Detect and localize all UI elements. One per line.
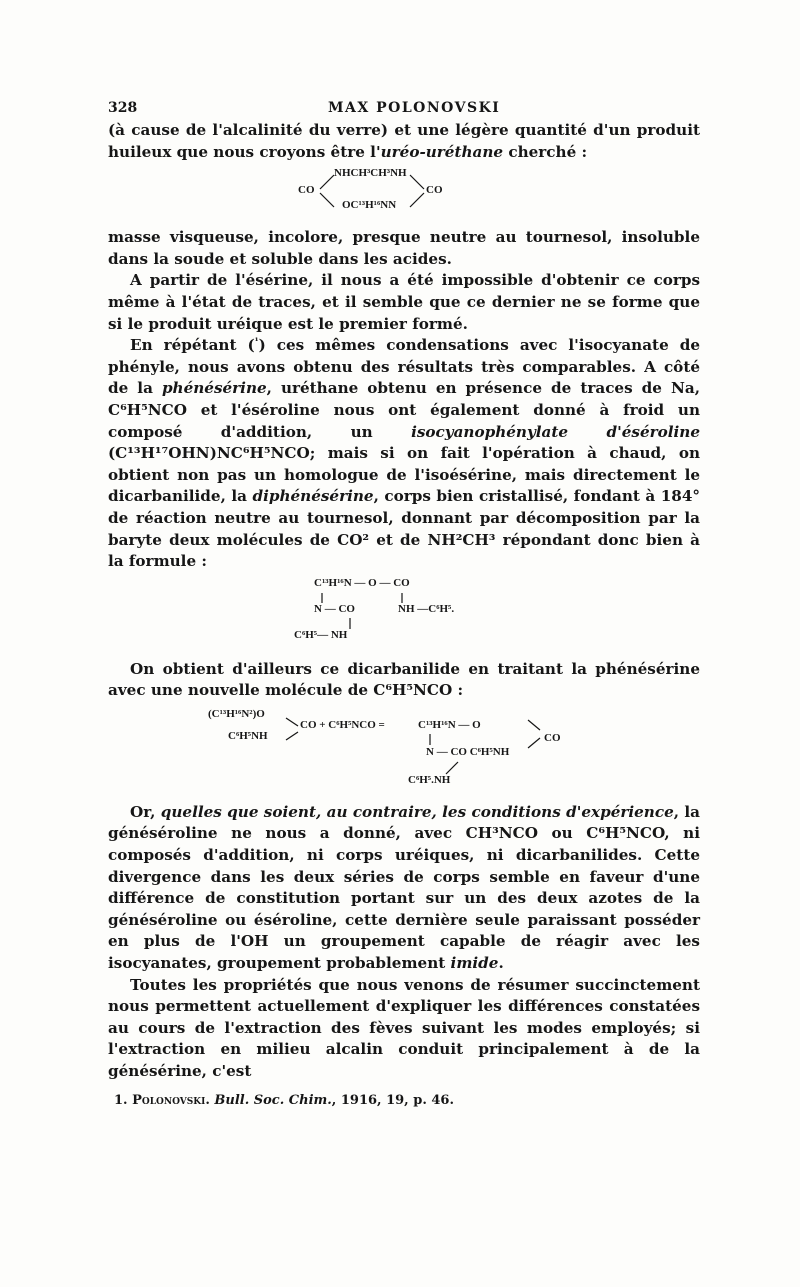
formula-left: CO: [298, 184, 315, 197]
formula-2-row2a: N — CO: [314, 602, 355, 615]
running-title: MAX POLONOVSKI: [328, 100, 501, 116]
formula-diphenserine: [108, 573, 700, 659]
formula-bottom: OC¹³H¹⁶NN: [342, 199, 397, 212]
formula-2-row2b: NH —C⁶H⁵.: [398, 602, 455, 615]
footnote-author: Polonovski.: [132, 1092, 210, 1108]
formula-top: NHCH³CH³NH: [334, 167, 407, 180]
paragraph-7: Toutes les propriétés que nous venons de résumer succinctement nous permettent actuellement d'expliquer les différences constatées au cours de l'extraction des fèves suivant les modes employés; si l'extraction en milieu alcalin conduit principalement à de la génésérine, c'est: [108, 975, 700, 1080]
page: [108, 96, 700, 1108]
formula-2-row1: C¹³H¹⁶N — O — CO: [314, 576, 410, 589]
formula-3-l2: C⁶H⁵NH: [228, 729, 268, 742]
footnote: 1. Polonovski. Bull. Soc. Chim., 1916, 19, p. 46.: [114, 1092, 454, 1108]
formula-ureo-urethane: [108, 163, 700, 227]
page-number: 328: [108, 100, 138, 116]
formula-3-r2: N — CO C⁶H⁵NH: [426, 745, 510, 758]
footnote-journal: Bull. Soc. Chim.: [214, 1092, 332, 1108]
formula-3-r3: C⁶H⁵.NH: [408, 773, 451, 786]
formula-3-mid: CO + C⁶H⁵NCO =: [300, 718, 385, 731]
formula-reaction: [108, 702, 700, 802]
formula-right: CO: [426, 184, 443, 197]
running-head: [108, 96, 700, 120]
paragraph-3: A partir de l'ésérine, il nous a été impossible d'obtenir ce corps même à l'état de traces, et il semble que ce dernier ne se forme que si le produit uréique est le premier formé.: [108, 271, 700, 333]
formula-3-rco: CO: [544, 731, 561, 744]
formula-3-bonds: [108, 702, 700, 802]
formula-2-row3: C⁶H⁵— NH: [294, 628, 348, 641]
paragraph-4: En répétant ($^{^1}$) ces mêmes condensations avec l'isocyanate de phényle, nous avons obtenu des résultats très comparables. A côté de la phénésérine, uréthane obtenu en présence de traces de Na, C⁶H⁵NCO et l'éséroline nous ont également donné à froid un composé d'addition, un isocyanophénylate d'éséroline (C¹³H¹⁷OHN)NC⁶H⁵NCO; mais si on fait l'opération à chaud, on obtient non pas un homologue de l'isoésérine, mais directement le dicarbanilide, la diphénésérine, corps bien cristallisé, fondant à 184° de réaction neutre au tournesol, donnant par décomposition par la baryte deux molécules de CO² et de NH²CH³ répondant donc bien à la formule :: [108, 336, 701, 571]
formula-3-l1: (C¹³H¹⁶N²)O: [208, 707, 265, 720]
paragraph-2: masse visqueuse, incolore, presque neutre au tournesol, insoluble dans la soude et soluble dans les acides.: [108, 228, 700, 268]
paragraph-1: (à cause de l'alcalinité du verre) et une légère quantité d'un produit huileux que nous croyons être l'uréo-uréthane cherché :: [108, 121, 700, 161]
paragraph-5: On obtient d'ailleurs ce dicarbanilide en traitant la phénésérine avec une nouvelle molécule de C⁶H⁵NCO :: [108, 659, 700, 700]
paragraph-6: Or, quelles que soient, au contraire, les conditions d'expérience, la généséroline ne nous a donné, avec CH³NCO ou C⁶H⁵NCO, ni composés d'addition, ni corps uréiques, ni dicarbanilides. Cette divergence dans les deux séries de corps semble en faveur d'une différence de constitution portant sur un des deux azotes de la généséroline ou éséroline, cette dernière seule paraissant posséder en plus de l'OH un groupement capable de réagir avec les isocyanates, groupement probablement imide.: [108, 802, 700, 973]
formula-3-r1: C¹³H¹⁶N — O: [418, 718, 481, 731]
footnote-ref: ¹: [254, 337, 259, 348]
